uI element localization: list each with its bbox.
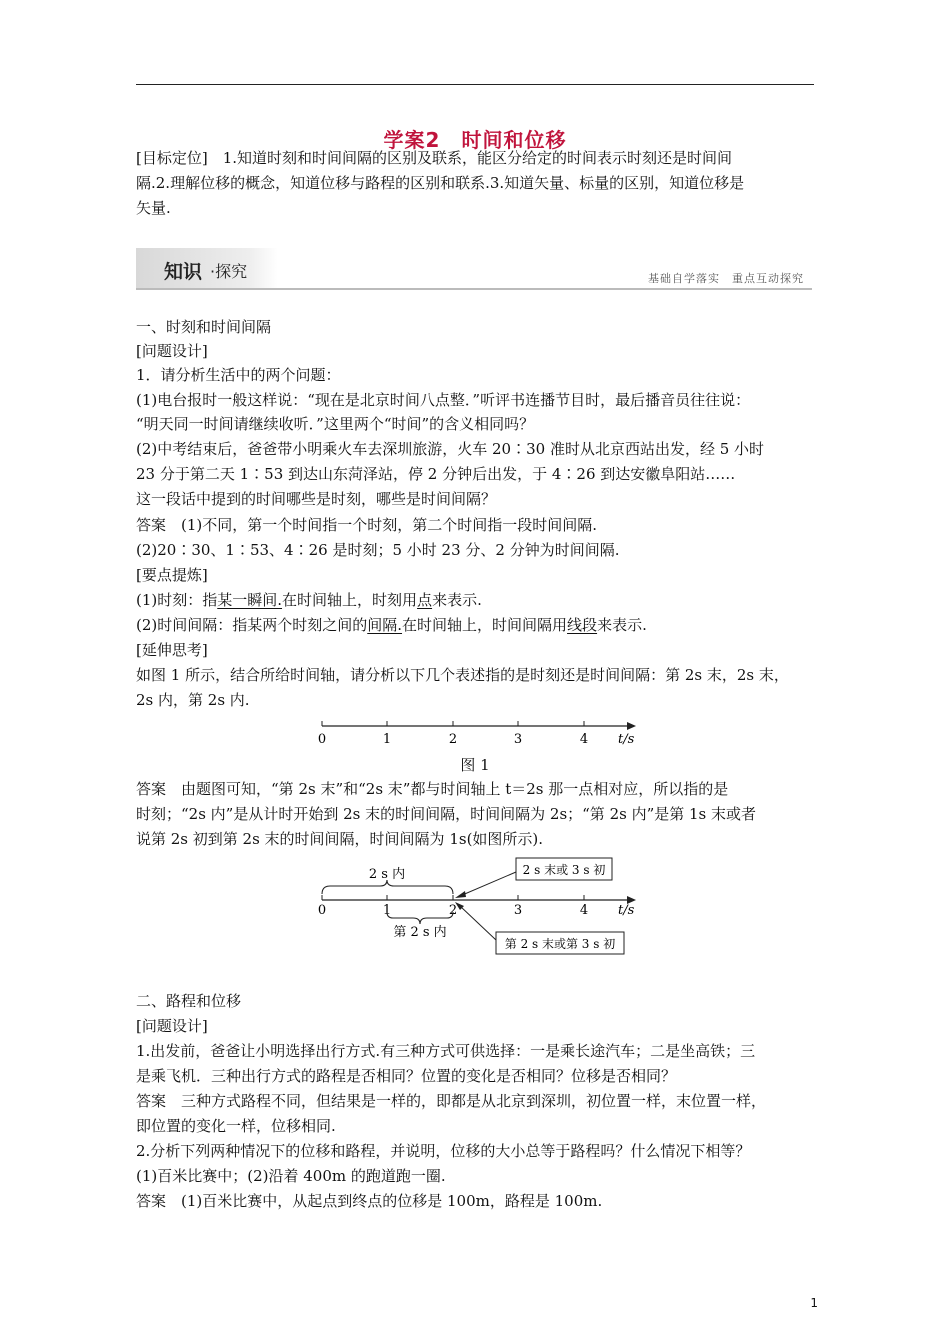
tick-label-2: 2 — [448, 732, 458, 747]
page-title: 学案2 时间和位移 — [383, 128, 567, 152]
section1-ans2-1: 答案 由题图可知，“第 2s 末”和“2s 末”都与时间轴上 t＝2s 那一点相对应，所以指的是 — [136, 780, 729, 798]
brace-bottom — [387, 912, 453, 924]
section1-key-1 — [136, 589, 826, 611]
key1-c: 在时间轴上，时刻用 — [282, 591, 418, 609]
goal-line-3: 矢量. — [136, 199, 171, 217]
goal-line-1: [目标定位] 1.知道时刻和时间间隔的区别及联系，能区分给定的时间表示时刻还是时间间 — [136, 149, 733, 167]
tick-label-4: 4 — [579, 732, 589, 747]
axis-arrow — [627, 722, 636, 730]
section1-q1b-1: (2)中考结束后，爸爸带小明乘火车去深圳旅游，火车 20∶30 准时从北京西站出发，经 5 小时 — [136, 440, 765, 458]
section2-heading: 二、路程和位移 — [136, 992, 242, 1010]
section2-q2-2: (1)百米比赛中；(2)沿着 400m 的跑道跑一圈. — [136, 1167, 446, 1185]
section1-q1a-2: “明天同一时间请继续收听．”这里两个“时间”的含义相同吗？ — [136, 415, 535, 433]
tick2-label-3: 3 — [513, 903, 523, 918]
axis-unit: t/s — [618, 732, 635, 747]
figure-1-time-axis — [300, 716, 660, 752]
section1-design-label: [问题设计] — [136, 342, 208, 360]
section2-q1-1: 1.出发前，爸爸让小明选择出行方式.有三种方式可供选择：一是乘长途汽车；二是坐高铁；三 — [136, 1042, 756, 1060]
tick-label-0: 0 — [317, 732, 327, 747]
brace-top-label: 2 s 内 — [368, 867, 406, 882]
section2-design-label: [问题设计] — [136, 1017, 208, 1035]
section2-a1-2: 即位置的变化一样，位移相同. — [136, 1117, 336, 1135]
tick-label-1: 1 — [382, 732, 392, 747]
section1-ext-label: [延伸思考] — [136, 641, 208, 659]
banner-box — [136, 248, 278, 288]
section1-ans1-2: (2)20∶30、1∶53、4∶26 是时刻；5 小时 23 分、2 分钟为时间间隔. — [136, 541, 620, 559]
page-number: 1 — [810, 1296, 818, 1310]
section1-ans2-2: 时刻；“2s 内”是从计时开始到 2s 末的时间间隔，时间间隔为 2s；“第 2s 内”是第 1s 末或者 — [136, 805, 757, 823]
header-rule — [136, 84, 814, 85]
key1-d: 点 — [417, 591, 433, 609]
figure-1-caption: 图 1 — [460, 756, 490, 774]
callout-bottom-label: 第 2 s 末或第 3 s 初 — [504, 937, 616, 951]
callout-bottom-line — [460, 906, 496, 940]
callout-top-label: 2 s 末或 3 s 初 — [522, 863, 606, 877]
section1-heading: 一、时刻和时间间隔 — [136, 318, 272, 336]
banner-main: 知识 — [164, 261, 203, 283]
key2-c: 在时间轴上，时间间隔用 — [402, 616, 568, 634]
section2-a1-1: 答案 三种方式路程不同，但结果是一样的，即都是从北京到深圳，初位置一样，末位置一样， — [136, 1092, 767, 1110]
banner-line — [136, 288, 812, 290]
callout-top-arrow — [455, 891, 466, 898]
section1-q1a-1: (1)电台报时一般这样说：“现在是北京时间八点整．”听评书连播节目时，最后播音员往往说： — [136, 391, 751, 409]
tick2-label-2: 2 — [448, 903, 458, 918]
brace-bottom-label: 第 2 s 内 — [393, 925, 447, 940]
key2-b: 间隔. — [367, 616, 403, 634]
figure-2-annotated-axis — [300, 852, 660, 958]
section2-q1-2: 是乘飞机．三种出行方式的路程是否相同？位置的变化是否相同？位移是否相同？ — [136, 1067, 677, 1085]
key2-e: 来表示. — [597, 616, 647, 634]
tick-label-3: 3 — [513, 732, 523, 747]
section1-key-label: [要点提炼] — [136, 566, 208, 584]
section2-q2-1: 2.分析下列两种情况下的位移和路程，并说明，位移的大小总等于路程吗？什么情况下相等？ — [136, 1142, 751, 1160]
section1-q1b-2: 23 分于第二天 1∶53 到达山东菏泽站，停 2 分钟后出发，于 4∶26 到达安徽阜阳站…… — [136, 465, 736, 483]
key1-b: 某一瞬间. — [217, 591, 283, 609]
section1-key-2 — [136, 614, 826, 636]
section-banner — [136, 248, 812, 290]
tick2-label-0: 0 — [317, 903, 327, 918]
tick2-label-4: 4 — [579, 903, 589, 918]
banner-right: 基础自学落实 重点互动探究 — [648, 272, 804, 285]
section1-ans2-3: 说第 2s 初到第 2s 末的时间间隔，时间间隔为 1s(如图所示). — [136, 830, 544, 848]
section2-a2-1: 答案 (1)百米比赛中，从起点到终点的位移是 100m，路程是 100m. — [136, 1192, 603, 1210]
section1-ext-2: 2s 内，第 2s 内. — [136, 691, 250, 709]
key2-a: (2)时间间隔：指某两个时刻之间的 — [136, 616, 368, 634]
axis2-unit: t/s — [618, 903, 635, 918]
banner-sub: ·探究 — [210, 262, 248, 281]
section1-q1: 1．请分析生活中的两个问题： — [136, 366, 341, 384]
brace-top — [322, 880, 453, 894]
key1-a: (1)时刻：指 — [136, 591, 218, 609]
section1-ext-1: 如图 1 所示，结合所给时间轴，请分析以下几个表述指的是时刻还是时间间隔：第 2s 末，2s 末， — [136, 666, 789, 684]
section1-ans1-1: 答案 (1)不同，第一个时间指一个时刻，第二个时间指一段时间间隔. — [136, 516, 598, 534]
key2-d: 线段 — [567, 616, 598, 634]
callout-top-line — [460, 872, 516, 896]
goal-line-2: 隔.2.理解位移的概念，知道位移与路程的区别和联系.3.知道矢量、标量的区别，知道位移是 — [136, 174, 745, 192]
tick2-label-1: 1 — [382, 903, 392, 918]
key1-e: 来表示. — [432, 591, 482, 609]
section1-q1b-3: 这一段话中提到的时间哪些是时刻，哪些是时间间隔？ — [136, 490, 497, 508]
